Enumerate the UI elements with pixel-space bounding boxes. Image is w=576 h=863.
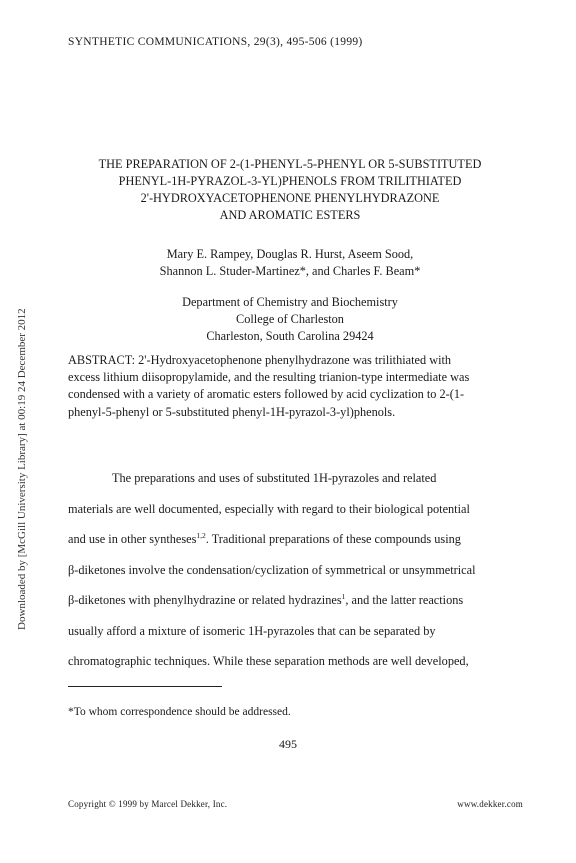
body-line-text: and use in other syntheses bbox=[68, 532, 197, 546]
title-line: AND AROMATIC ESTERS bbox=[219, 208, 361, 222]
body-line: chromatographic techniques. While these separation methods are well developed, bbox=[68, 654, 469, 668]
body-line: The preparations and uses of substituted 1H-pyrazoles and related bbox=[112, 471, 437, 485]
affiliation-line: Charleston, South Carolina 29424 bbox=[206, 329, 374, 343]
download-watermark: Downloaded by [McGill University Library] at 00:19 24 December 2012 bbox=[16, 308, 28, 630]
title-line: 2'-HYDROXYACETOPHENONE PHENYLHYDRAZONE bbox=[140, 191, 440, 205]
citation-superscript: 1 bbox=[341, 591, 346, 601]
title-line: PHENYL-1H-PYRAZOL-3-YL)PHENOLS FROM TRILITHIATED bbox=[118, 174, 462, 188]
body-line bbox=[68, 524, 528, 555]
footnote-divider bbox=[68, 686, 222, 687]
journal-header: SYNTHETIC COMMUNICATIONS, 29(3), 495-506 (1999) bbox=[68, 36, 363, 48]
footnote: *To whom correspondence should be addressed. bbox=[68, 706, 291, 718]
abstract-line: phenyl-5-phenyl or 5-substituted phenyl-1H-pyrazol-3-yl)phenols. bbox=[68, 404, 396, 419]
affiliation-line: Department of Chemistry and Biochemistry bbox=[182, 295, 398, 309]
author-line: Shannon L. Studer-Martinez*, and Charles F. Beam* bbox=[159, 264, 421, 278]
publisher-website: www.dekker.com bbox=[457, 799, 523, 809]
affiliation-line: College of Charleston bbox=[236, 312, 344, 326]
body-paragraph bbox=[68, 463, 528, 677]
body-line-text: , and the latter reactions bbox=[345, 593, 464, 607]
body-line-text: β-diketones with phenylhydrazine or related hydrazines bbox=[68, 593, 342, 607]
page-number: 495 bbox=[279, 737, 297, 751]
body-line-text: . Traditional preparations of these compounds using bbox=[205, 532, 461, 546]
body-line: β-diketones involve the condensation/cyclization of symmetrical or unsymmetrical bbox=[68, 562, 476, 577]
author-list bbox=[60, 246, 520, 280]
body-line: usually afford a mixture of isomeric 1H-pyrazoles that can be separated by bbox=[68, 623, 436, 638]
body-line bbox=[68, 585, 528, 616]
abstract-line: condensed with a variety of aromatic esters followed by acid cyclization to 2-(1- bbox=[68, 387, 465, 402]
abstract-line: excess lithium diisopropylamide, and the resulting trianion-type intermediate was bbox=[68, 370, 470, 385]
abstract bbox=[68, 352, 528, 421]
article-title bbox=[60, 156, 520, 224]
abstract-line: ABSTRACT: 2'-Hydroxyacetophenone phenylhydrazone was trilithiated with bbox=[68, 353, 452, 367]
affiliation bbox=[60, 294, 520, 345]
body-line: materials are well documented, especially with regard to their biological potential bbox=[68, 501, 470, 516]
copyright-notice: Copyright © 1999 by Marcel Dekker, Inc. bbox=[68, 799, 228, 809]
title-line: THE PREPARATION OF 2-(1-PHENYL-5-PHENYL OR 5-SUBSTITUTED bbox=[98, 157, 482, 171]
author-line: Mary E. Rampey, Douglas R. Hurst, Aseem Sood, bbox=[166, 247, 414, 261]
citation-superscript: 1,2 bbox=[196, 530, 206, 540]
